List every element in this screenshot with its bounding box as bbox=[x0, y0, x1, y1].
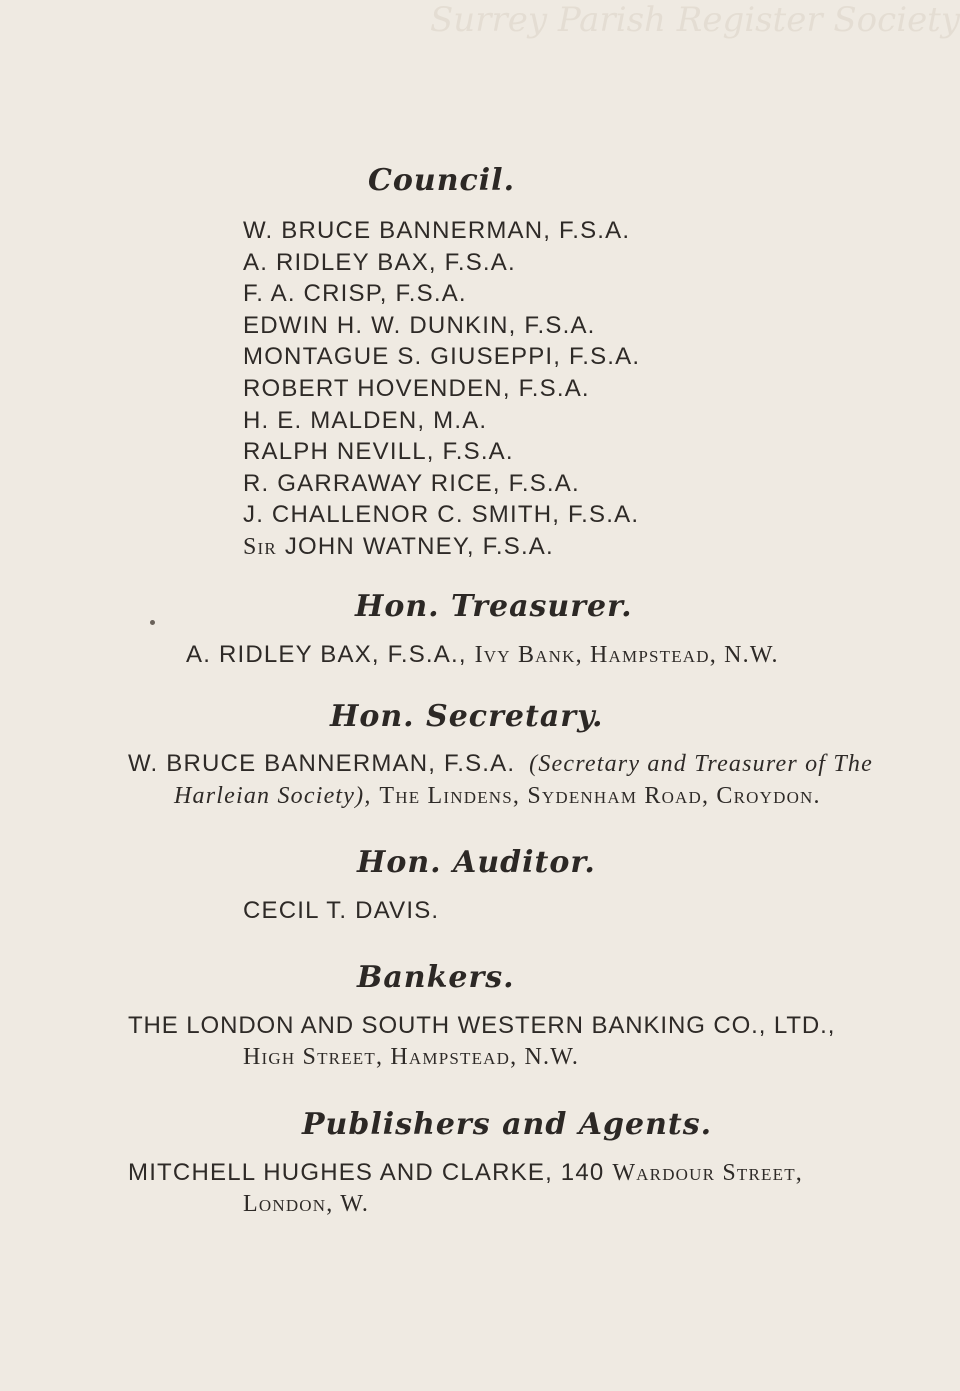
council-member-last bbox=[243, 533, 554, 561]
publishers-heading: Publishers and Agents. bbox=[302, 1107, 713, 1142]
bankers-address: High Street, Hampstead, N.W. bbox=[243, 1044, 580, 1070]
title-prefix: Sir bbox=[243, 534, 277, 560]
council-member: MONTAGUE S. GIUSEPPI, F.S.A. bbox=[243, 343, 641, 370]
council-member: EDWIN H. W. DUNKIN, F.S.A. bbox=[243, 312, 596, 339]
treasurer-heading: Hon. Treasurer. bbox=[355, 589, 633, 624]
ink-speck bbox=[150, 620, 155, 625]
bankers-heading: Bankers. bbox=[357, 960, 515, 995]
council-member: R. GARRAWAY RICE, F.S.A. bbox=[243, 470, 580, 497]
council-member: J. CHALLENOR C. SMITH, F.S.A. bbox=[243, 501, 640, 528]
council-member: RALPH NEVILL, F.S.A. bbox=[243, 438, 514, 465]
treasurer-address: Ivy Bank, Hampstead, N.W. bbox=[474, 642, 779, 668]
secretary-role-cont: Harleian Society), bbox=[174, 783, 372, 809]
council-member: A. RIDLEY BAX, F.S.A. bbox=[243, 249, 516, 276]
treasurer-line bbox=[186, 641, 779, 669]
publishers-name: MITCHELL HUGHES AND CLARKE, 140 bbox=[128, 1159, 605, 1186]
bankers-name: THE LONDON AND SOUTH WESTERN BANKING CO., LTD., bbox=[128, 1012, 836, 1039]
bleed-through-text: Surrey Parish Register Society bbox=[430, 0, 960, 40]
council-member: W. BRUCE BANNERMAN, F.S.A. bbox=[243, 217, 631, 244]
secretary-address: The Lindens, Sydenham Road, Croydon. bbox=[379, 783, 821, 809]
secretary-line-2 bbox=[174, 782, 821, 810]
publishers-street: Wardour Street, bbox=[612, 1160, 803, 1186]
treasurer-name: A. RIDLEY BAX, F.S.A., bbox=[186, 641, 467, 668]
member-name: JOHN WATNEY, F.S.A. bbox=[284, 533, 554, 560]
council-member: ROBERT HOVENDEN, F.S.A. bbox=[243, 375, 590, 402]
council-member: H. E. MALDEN, M.A. bbox=[243, 407, 488, 434]
auditor-name: CECIL T. DAVIS. bbox=[243, 897, 440, 924]
secretary-name: W. BRUCE BANNERMAN, F.S.A. bbox=[128, 750, 516, 777]
publishers-city: London, W. bbox=[243, 1191, 370, 1217]
auditor-heading: Hon. Auditor. bbox=[357, 845, 596, 880]
council-member: F. A. CRISP, F.S.A. bbox=[243, 280, 467, 307]
secretary-heading: Hon. Secretary. bbox=[330, 699, 604, 734]
secretary-role: (Secretary and Treasurer of The bbox=[529, 751, 873, 777]
secretary-line-1 bbox=[128, 750, 873, 778]
council-heading: Council. bbox=[368, 163, 516, 198]
publishers-line-1 bbox=[128, 1159, 803, 1187]
